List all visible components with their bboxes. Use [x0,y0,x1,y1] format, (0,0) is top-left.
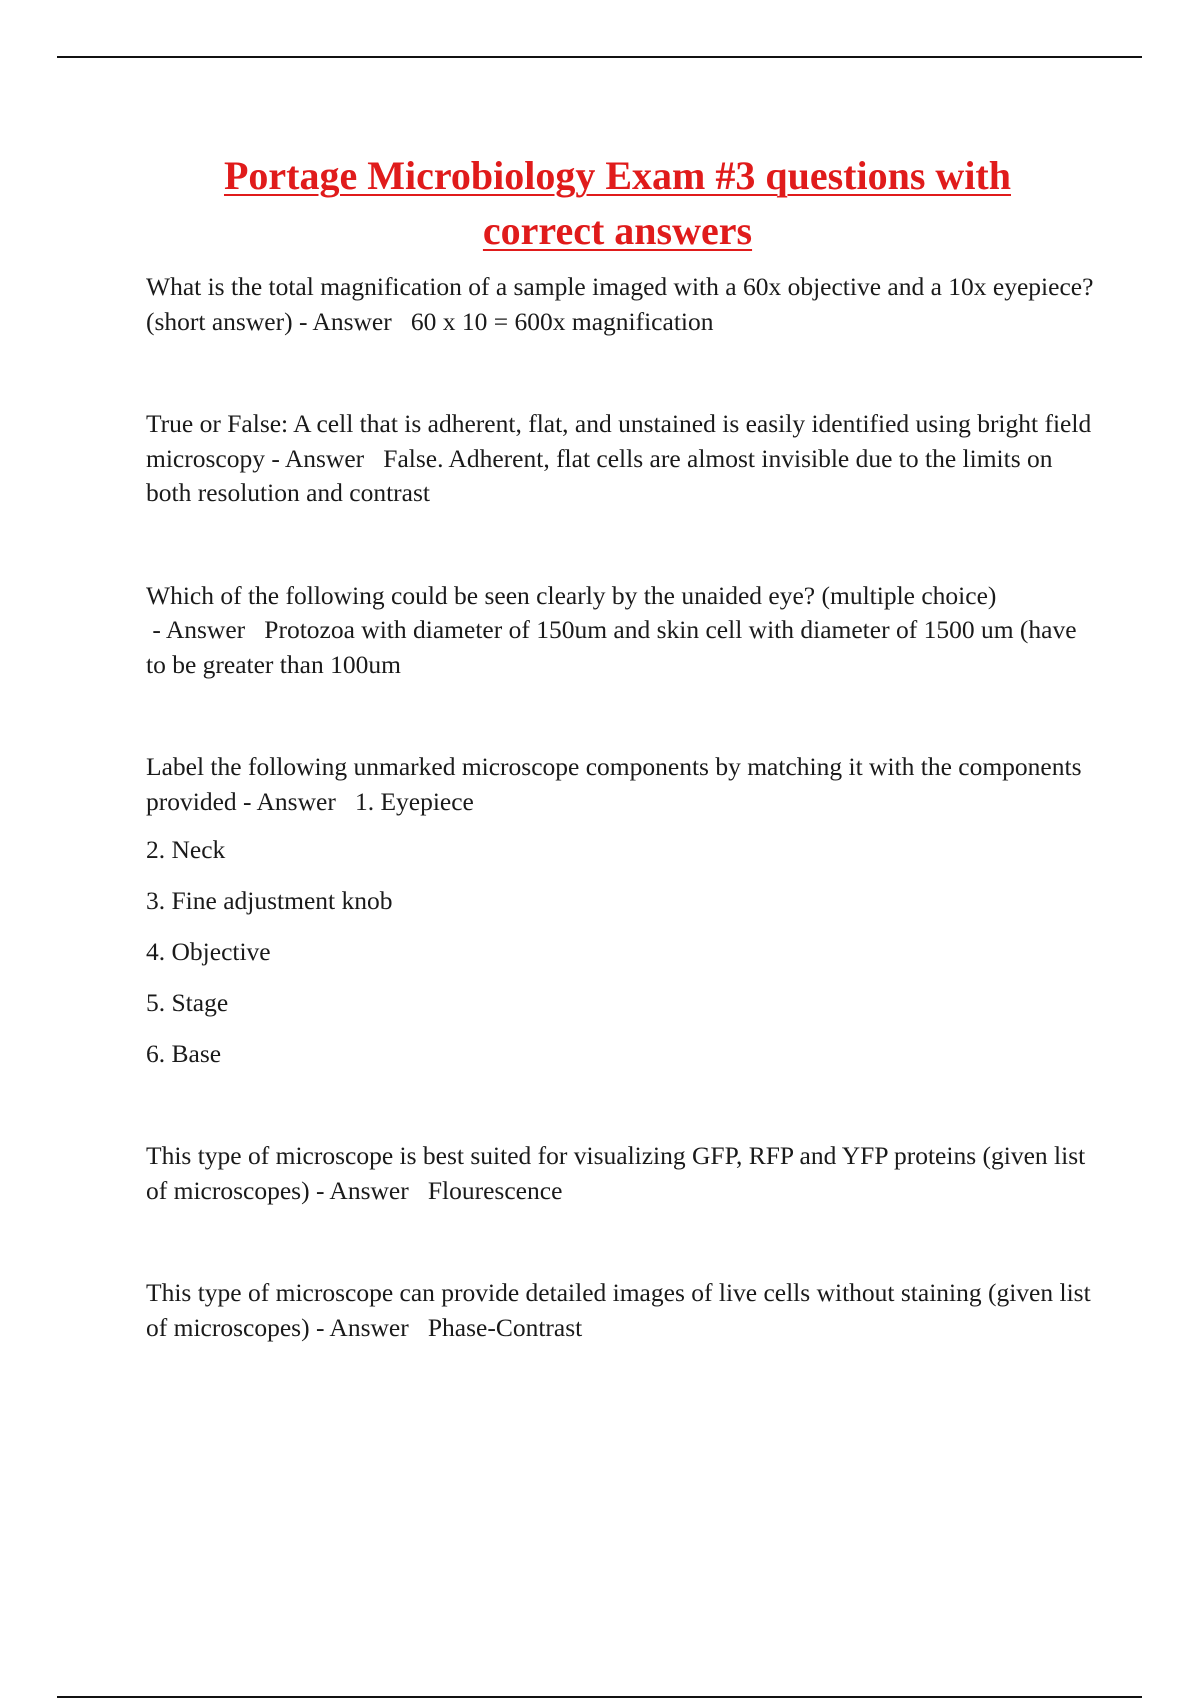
answer-separator: - Answer [264,443,384,473]
qa-item-4 [146,750,1096,819]
answer-separator: - Answer [292,306,411,336]
answer-text: Flourescence [427,1175,563,1205]
answer-separator: - Answer [309,1175,428,1205]
title-line-2: correct answers [482,208,753,253]
answer-text: Protozoa with diameter of 150um and skin cell with diameter of 1500 um (have to be greater than 100um [146,615,1077,679]
answer-text: 60 x 10 = 600x magnification [410,306,714,336]
footer-rule [57,1696,1142,1698]
answer-separator: - Answer [236,786,355,816]
qa-item-5 [146,1139,1096,1208]
qa-item-1 [146,270,1096,339]
question-text: Which of the following could be seen clearly by the unaided eye? (multiple choice) [146,580,997,610]
list-item: 5. Stage [146,987,229,1017]
qa-item-6 [146,1276,1096,1345]
question-text: Label the following unmarked microscope components by matching it with the components provided [146,752,1082,816]
question-text: What is the total magnification of a sample imaged with a 60x objective and a 10x eyepiece? (short answer) [146,272,1094,336]
answer-text: 1. Eyepiece [354,786,474,816]
list-item: 6. Base [146,1038,222,1068]
answer-separator: - Answer [309,1312,428,1342]
question-text: This type of microscope can provide detailed images of live cells without staining (given list of microscopes) [146,1278,1091,1342]
qa-item-2 [146,407,1096,511]
component-list [146,833,1096,1072]
qa-list [146,270,1096,1345]
answer-separator: - Answer [146,615,265,644]
answer-text: False. Adherent, flat cells are almost invisible due to the limits on both resolution and contrast [146,443,1053,507]
title-line-1: Portage Microbiology Exam #3 questions with [223,153,1011,198]
question-text: True or False: A cell that is adherent, flat, and unstained is easily identified using bright field microscopy [146,409,1092,473]
list-item: 4. Objective [146,936,271,966]
header-rule [57,56,1142,58]
list-item: 3. Fine adjustment knob [146,885,393,915]
list-item: 2. Neck [146,834,226,864]
question-text: This type of microscope is best suited for visualizing GFP, RFP and YFP proteins (given list of microscopes) [146,1141,1086,1205]
answer-text: Phase-Contrast [427,1312,583,1342]
document-title [100,148,1135,258]
qa-item-3 [146,579,1096,683]
